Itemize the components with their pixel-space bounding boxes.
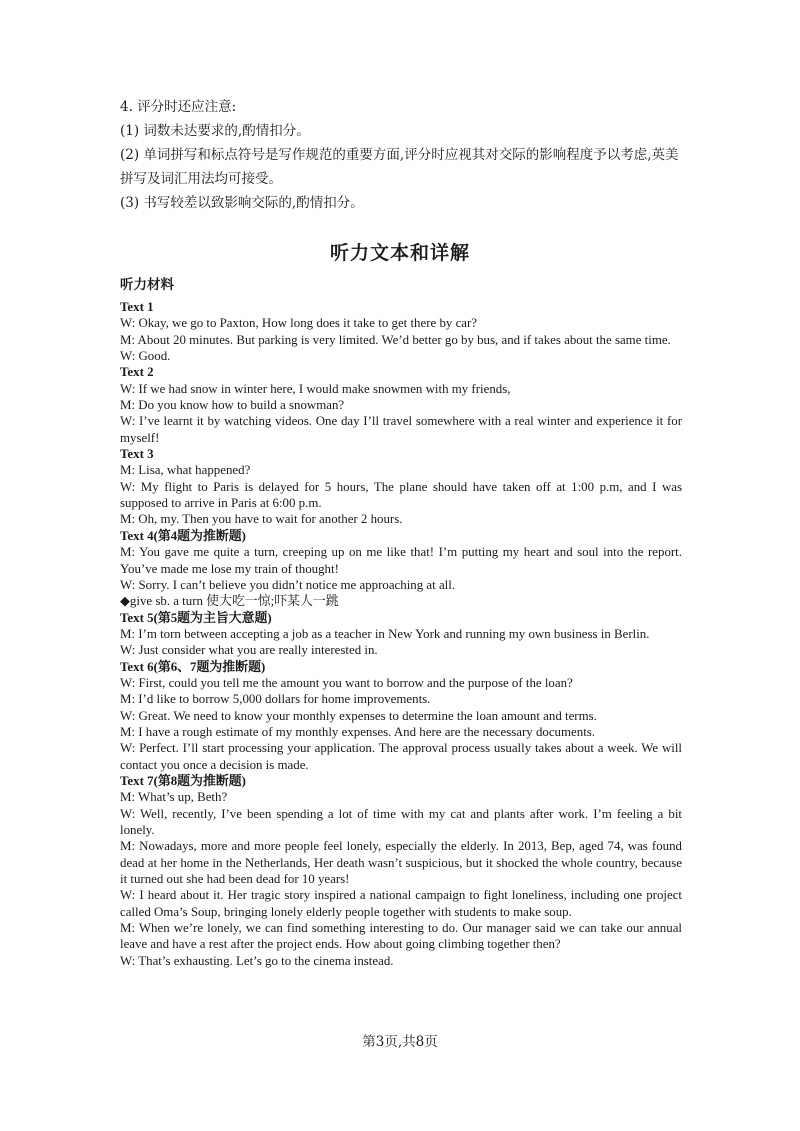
section-title: 听力文本和详解 [329, 242, 470, 264]
dialog-line: M: About 20 minutes. But parking is very limited. We’d better go by bus, and if takes about the same time. [120, 332, 671, 347]
page-number: 第3页,共8页 [362, 1034, 438, 1050]
dialog-line: W: Sorry. I can’t believe you didn’t notice me approaching at all. [120, 577, 456, 592]
dialog-line: W: Perfect. I’ll start processing your application. The approval process usually takes about a week. We will contact you once a decision is made. [120, 741, 682, 772]
dialog-line: M: What’s up, Beth? [120, 790, 228, 805]
vocab-note: ◆give sb. a turn 使大吃一惊;吓某人一跳 [120, 594, 339, 609]
dialog-line: W: My flight to Paris is delayed for 5 hours, The plane should have taken off at 1:00 p.m, and I was supposed to arrive in Paris at 6:00 p.m. [120, 479, 682, 511]
dialog-line: M: Do you know how to build a snowman? [120, 398, 345, 413]
dialog-line: W: That’s exhausting. Let’s go to the cinema instead. [120, 953, 394, 968]
text-heading: Text 6(第6、7题为推断题) [120, 659, 266, 674]
dialog-line: W: Okay, we go to Paxton, How long does it take to get there by car? [120, 316, 478, 331]
text-heading: Text 5(第5题为主旨大意题) [120, 610, 272, 625]
dialog-line: W: I’ve learnt it by watching videos. One day I’ll travel somewhere with a real winter and experience it for myself! [120, 414, 682, 445]
note-line: 4. 评分时还应注意: [120, 99, 237, 115]
listening-transcript [120, 299, 682, 969]
dialog-line: W: Great. We need to know your monthly expenses to determine the loan amount and terms. [120, 708, 597, 723]
subheading: 听力材料 [120, 277, 174, 293]
scoring-notes [120, 95, 690, 215]
text-heading: Text 2 [120, 365, 154, 380]
dialog-line: M: I’m torn between accepting a job as a teacher in New York and running my own business in Berlin. [120, 626, 650, 641]
dialog-line: W: Just consider what you are really interested in. [120, 643, 378, 658]
dialog-line: M: Oh, my. Then you have to wait for another 2 hours. [120, 512, 403, 527]
note-line: (3) 书写较差以致影响交际的,酌情扣分。 [120, 195, 364, 211]
dialog-line: W: Good. [120, 349, 171, 364]
text-heading: Text 1 [120, 300, 154, 314]
dialog-line: M: When we’re lonely, we can find something interesting to do. Our manager said we can take our annual leave and have a rest after the project ends. How about going climbing together then? [120, 921, 682, 952]
dialog-line: W: Well, recently, I’ve been spending a lot of time with my cat and plants after work. I’m feeling a bit lonely. [120, 806, 682, 837]
dialog-line: M: I’d like to borrow 5,000 dollars for home improvements. [120, 692, 431, 707]
dialog-line: M: Nowadays, more and more people feel lonely, especially the elderly. In 2013, Bep, aged 74, was found dead at her home in the Netherlands, Her death wasn’t suspicious, but it shocked the whole country, because it turned out she had been dead for 10 years! [120, 839, 682, 887]
dialog-line: M: I have a rough estimate of my monthly expenses. And here are the necessary documents. [120, 724, 596, 739]
text-heading: Text 3 [120, 447, 154, 462]
note-line: (1) 词数未达要求的,酌情扣分。 [120, 123, 310, 139]
dialog-line: M: You gave me quite a turn, creeping up on me like that! I’m putting my heart and soul into the report. You’ve made me lose my train of thought! [120, 545, 682, 576]
text-heading: Text 7(第8题为推断题) [120, 773, 246, 788]
dialog-line: W: I heard about it. Her tragic story inspired a national campaign to fight loneliness, including one project called Oma’s Soup, bringing lonely elderly people together with students to make soup. [120, 888, 682, 919]
dialog-line: W: First, could you tell me the amount you want to borrow and the purpose of the loan? [120, 675, 573, 690]
note-line: (2) 单词拼写和标点符号是写作规范的重要方面,评分时应视其对交际的影响程度予以考虑,英美拼写及词汇用法均可接受。 [120, 147, 679, 187]
text-heading: Text 4(第4题为推断题) [120, 528, 246, 543]
dialog-line: M: Lisa, what happened? [120, 463, 251, 478]
dialog-line: W: If we had snow in winter here, I would make snowmen with my friends, [120, 381, 511, 396]
